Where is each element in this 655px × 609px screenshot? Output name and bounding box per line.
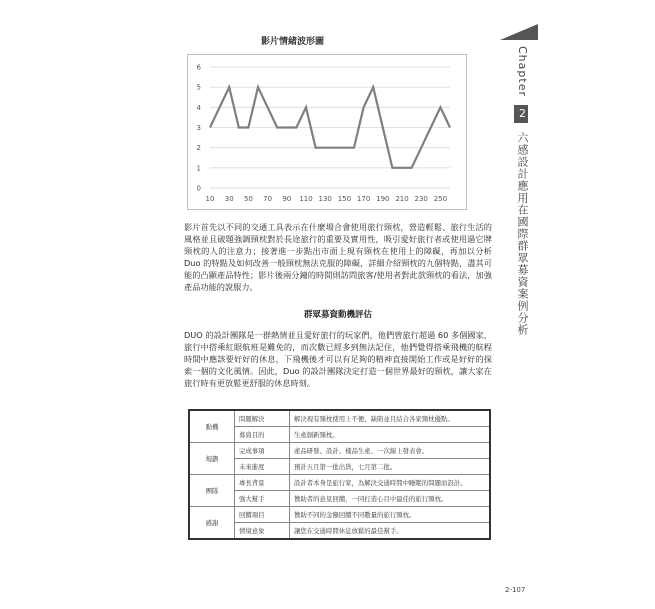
table-item-cell: 情境意象 (235, 523, 290, 540)
table-row (189, 507, 490, 523)
table-item-cell: 回饋項目 (235, 507, 290, 523)
table-description-cell: 解決現有頸枕使用上不便、缺陷並且結合各家頸枕優點。 (290, 410, 491, 427)
y-tick-label: 0 (196, 184, 201, 193)
table-row (189, 443, 490, 459)
table-row (189, 475, 490, 491)
y-tick-label: 1 (196, 164, 201, 173)
table-description-cell: 產品研發、設計、樣品生產、一次線上發表會。 (290, 443, 491, 459)
table-item-cell: 強大幫手 (235, 491, 290, 507)
table-row (189, 427, 490, 443)
chart-canvas (188, 55, 466, 209)
table-row (189, 523, 490, 540)
x-tick-label: 30 (224, 195, 234, 203)
table-item-cell: 問題解決 (235, 410, 290, 427)
x-tick-label: 230 (414, 195, 428, 203)
page-number: 2-107 (505, 586, 526, 594)
line-chart (187, 54, 467, 210)
table-category-cell: 動機 (189, 410, 235, 443)
chapter-tab-marker (500, 24, 538, 40)
chapter-label: Chapter (516, 46, 529, 97)
x-tick-label: 250 (433, 195, 448, 203)
chapter-number: 2 (516, 107, 529, 122)
x-tick-label: 210 (395, 195, 409, 203)
table-description-cell: 生產創新頸枕。 (290, 427, 491, 443)
table-description-cell: 贊助者的意見回饋，一同打造心目中最佳的旅行頸枕。 (290, 491, 491, 507)
table-item-cell: 未來進度 (235, 459, 290, 475)
x-tick-label: 130 (318, 195, 332, 203)
crowdfunding-evaluation-table (188, 409, 491, 540)
x-tick-label: 170 (356, 195, 371, 203)
chapter-title: 六感設計應用在國際群眾募資案例分析 (516, 131, 529, 336)
table-row (189, 491, 490, 507)
table-description-cell: 讓您在交通時間休息放鬆的最佳幫手。 (290, 523, 491, 540)
paragraph-video-analysis: 影片首先以不同的交通工具表示在什麼場合會使用旅行頸枕，營造輕鬆、旅行生活的風格並且破題強調頸枕對於長途旅行的重要及實用性，吸引愛好旅行者或使用過它牌頸枕的人的注意力；接著進一步點出市面上現有頸枕在使用上的障礙，再加以分析 Duo 的特點及如何改善一般頸枕無法克服的障礙，詳細介紹頸枕的九個特點，盡其可能的凸顯產品特性；影片後兩分鐘的時間則訪問旅客/使用者對此款頸枕的看法，加強產品功能的說服力。 (184, 222, 492, 293)
table-category-cell: 團隊 (189, 475, 235, 507)
table-description-cell: 預計五月第一批出貨，七月第二批。 (290, 459, 491, 475)
x-tick-label: 150 (337, 195, 352, 203)
paragraph-team-motivation: DUO 的設計團隊是一群熱情並且愛好旅行的玩家們，他們曾旅行超過 60 多個國家，旅行中搭乘紅眼航班是難免的，而次數已經多到無法記住，他們覺得搭乘飛機的航程時間中應該要好好的休息，下飛機後才可以有足夠的精神直接開始工作或是好好的探索一個的文化風情。因此，Duo 的設計團隊決定打造一個世界最好的頸枕，讓大家在旅行時有更放鬆更舒服的休息時刻。 (184, 330, 492, 389)
table-item-cell: 完成事項 (235, 443, 290, 459)
chart-title: 影片情緒波形圖 (260, 37, 324, 47)
table-item-cell: 募資目的 (235, 427, 290, 443)
x-tick-label: 190 (376, 195, 390, 203)
y-tick-label: 4 (196, 103, 201, 112)
table-description-cell: 設計者本身是旅行家，為解決交通時間中睡眠的問題而設計。 (290, 475, 491, 491)
y-tick-label: 5 (196, 83, 201, 92)
x-tick-label: 10 (205, 195, 215, 203)
table-category-cell: 規劃 (189, 443, 235, 475)
x-tick-label: 70 (263, 195, 273, 203)
chapter-sidebar (504, 46, 528, 336)
table-item-cell: 專長背景 (235, 475, 290, 491)
section-heading: 群眾募資動機評估 (303, 310, 372, 320)
y-tick-label: 6 (196, 63, 201, 72)
x-tick-label: 110 (299, 195, 313, 203)
x-tick-label: 50 (243, 195, 253, 203)
table-category-cell: 感謝 (189, 507, 235, 540)
x-tick-label: 90 (282, 195, 292, 203)
table-description-cell: 贊助不同的金額回饋不同數量的旅行頸枕。 (290, 507, 491, 523)
y-tick-label: 3 (196, 124, 201, 132)
y-tick-label: 2 (196, 144, 201, 153)
table-row (189, 459, 490, 475)
table-row (189, 410, 490, 427)
